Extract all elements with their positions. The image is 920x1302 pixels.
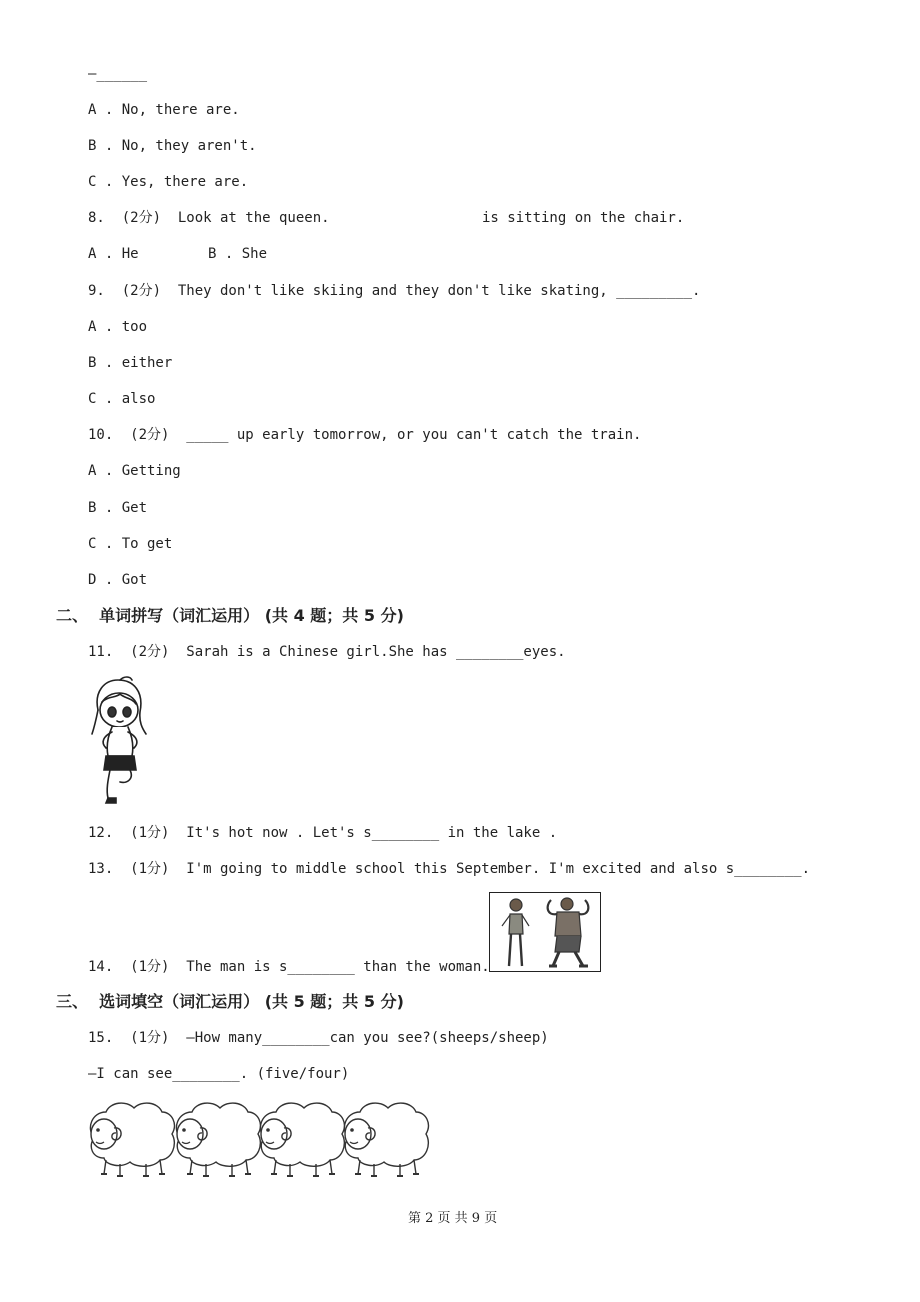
q9-option-c: C . also xyxy=(88,391,156,407)
q13-text: 13. (1分) I'm going to middle school this September. I'm excited and also s________. xyxy=(88,861,811,877)
q9-text: 9. (2分) They don't like skiing and they don't like skating, _________. xyxy=(88,283,701,299)
man-and-woman-picture xyxy=(489,892,601,972)
section-two-title: 二、 单词拼写（词汇运用） (共 4 题；共 5 分) xyxy=(56,606,404,625)
q7-option-c: C . Yes, there are. xyxy=(88,174,249,190)
q8-option-a: A . He xyxy=(88,246,139,262)
q12-text: 12. (1分) It's hot now . Let's s________ in the lake . xyxy=(88,825,558,841)
q15-answer-line: —I can see________. (five/four) xyxy=(88,1066,350,1082)
answer-blank-line: —______ xyxy=(88,66,148,82)
q11-text: 11. (2分) Sarah is a Chinese girl.She has ________eyes. xyxy=(88,644,566,660)
q10-option-c: C . To get xyxy=(88,536,173,552)
q9-option-a: A . too xyxy=(88,319,148,335)
q10-option-d: D . Got xyxy=(88,572,148,588)
q9-option-b: B . either xyxy=(88,355,173,371)
q8-text-end: is sitting on the chair. xyxy=(482,210,685,226)
q7-option-b: B . No, they aren't. xyxy=(88,138,257,154)
section-three-title: 三、 选词填空（词汇运用） (共 5 题；共 5 分) xyxy=(56,992,404,1011)
q7-option-a: A . No, there are. xyxy=(88,102,240,118)
q15-text: 15. (1分) —How many________can you see?(sheeps/sheep) xyxy=(88,1030,549,1046)
page-footer: 第 2 页 共 9 页 xyxy=(408,1211,498,1226)
q8-option-b: B . She xyxy=(208,246,268,262)
q8-text-start: 8. (2分) Look at the queen. xyxy=(88,210,330,226)
q10-option-a: A . Getting xyxy=(88,463,181,479)
q10-text: 10. (2分) _____ up early tomorrow, or you can't catch the train. xyxy=(88,427,642,443)
four-sheep-picture xyxy=(84,1098,430,1182)
running-girl-picture xyxy=(84,676,152,806)
q14-text: 14. (1分) The man is s________ than the woman. xyxy=(88,959,490,975)
q10-option-b: B . Get xyxy=(88,500,148,516)
